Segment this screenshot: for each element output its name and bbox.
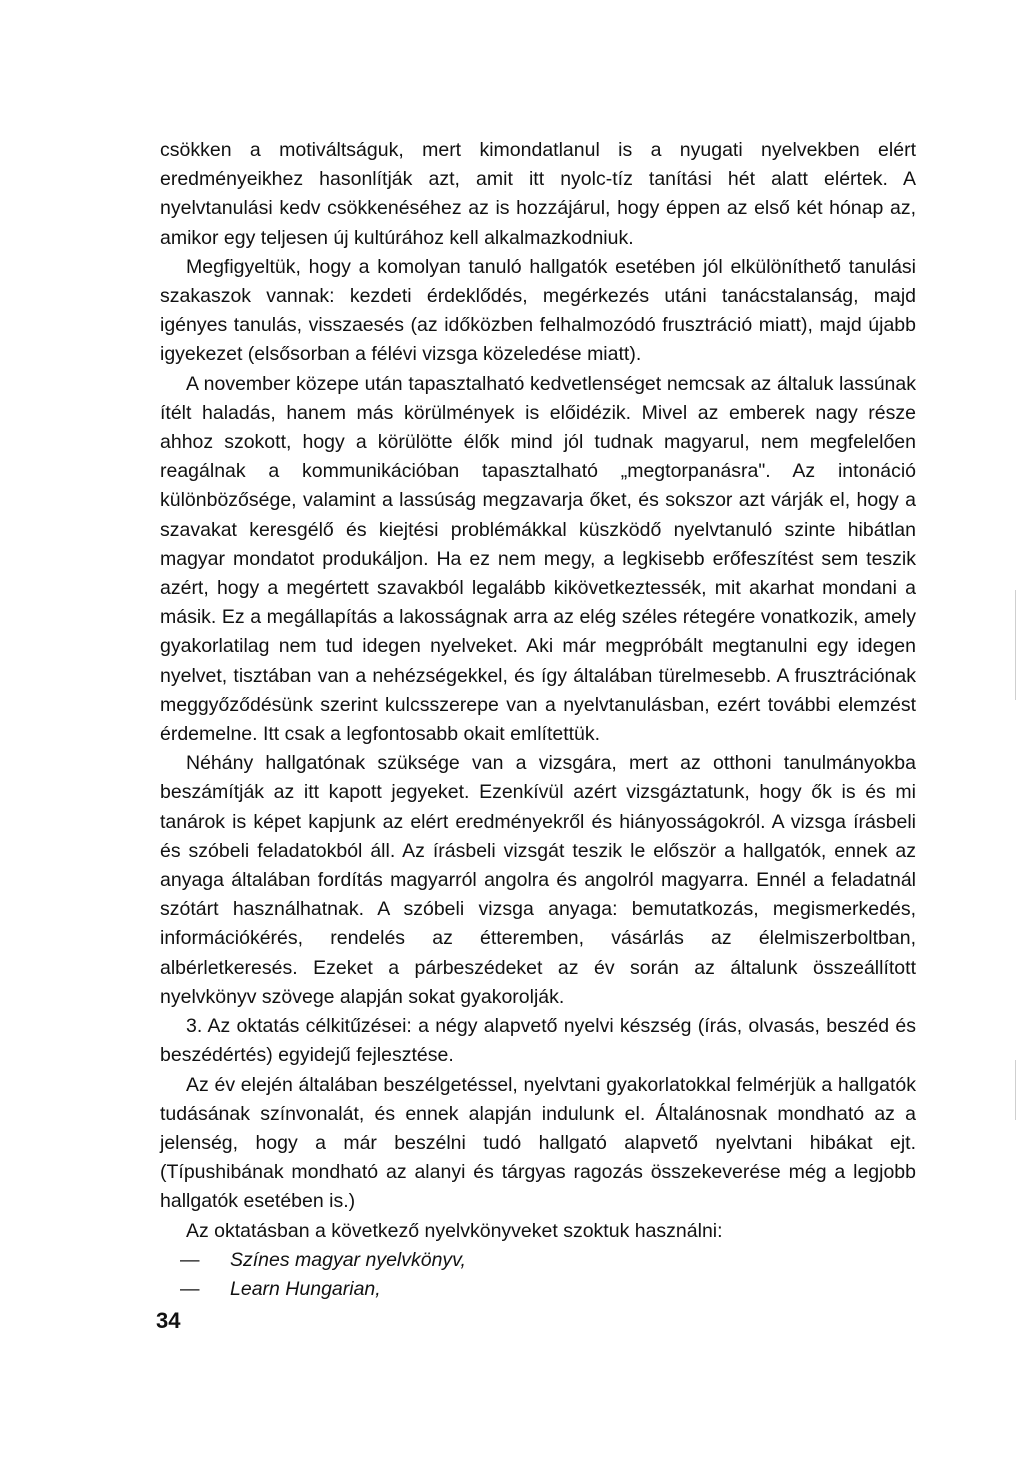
list-item [160,1246,916,1275]
list-item [160,1275,916,1304]
paragraph-1: csökken a motiváltságuk, mert kimondatlanul is a nyugati nyelvekben elért eredményeikhez hasonlítják azt, amit itt nyolc-tíz tanítási hét alatt elértek. A nyelvtanulási kedv csökkenéséhez az is hozzájárul, hogy éppen az első két hónap az, amikor egy teljesen új kultúrához kell alkalmazkodniuk. [160,139,916,249]
scan-edge-mark [1015,590,1016,700]
paragraph-2: Megfigyeltük, hogy a komolyan tanuló hallgatók esetében jól elkülöníthető tanulási szakaszok vannak: kezdeti érdeklődés, megérkezés utáni tanácstalanság, majd igényes tanulás, visszaesés (az időközben felhalmozódó frusztráció miatt), majd újabb igyekezet (elsősorban a félévi vizsga közeledése miatt). [160,255,916,366]
book-list [160,1246,916,1304]
paragraph-7: Az oktatásban a következő nyelvkönyveket szoktuk használni: [186,1219,723,1242]
page-number: 34 [156,1308,181,1333]
scan-edge-mark [1015,1060,1016,1120]
book-title: Learn Hungarian, [230,1277,381,1300]
paragraph-3: A november közepe után tapasztalható kedvetlenséget nemcsak az általuk lassúnak ítélt haladás, hanem más körülmények is előidézik. Mivel az emberek nagy része ahhoz szokott, hogy a körülötte élők mind jól tudnak magyarul, nem megfelelően reagálnak a kommunikációban tapasztalható „megtorpanásra". Az intonáció különbözősége, valamint a lassúság megzavarja őket, és sokszor azt várják el, hogy a szavakat keresgélő és kiejtési problémákkal küszködő nyelvtanuló szinte hibátlan magyar mondatot produkáljon. Ha ez nem megy, a legkisebb erőfeszítést sem teszik azért, hogy a megértett szavakból legalább kikövetkeztessék, mit akarhat mondani a másik. Ez a megállapítás a lakosságnak arra az elég széles rétegére vonatkozik, amely gyakorlatilag nem tud idegen nyelveket. Aki már megpróbált megtanulni egy idegen nyelvet, tisztában van a nehézségekkel, és így általában türelmesebb. A frusztrációnak meggyőződésünk szerint kulcsszerepe van a nyelvtanulásban, ezért további elemzést érdemelne. Itt csak a legfontosabb okait említettük. [160,372,916,746]
list-dash: — [180,1277,200,1300]
body-text [160,136,916,1304]
paragraph-5: 3. Az oktatás célkitűzései: a négy alapvető nyelvi készség (írás, olvasás, beszéd és beszédértés) egyidejű fejlesztése. [160,1015,916,1067]
list-dash: — [180,1248,200,1271]
paragraph-4: Néhány hallgatónak szüksége van a vizsgára, mert az otthoni tanulmányokba beszámítják az itt kapott jegyeket. Ezenkívül azért vizsgáztatunk, hogy ők is és mi tanárok is képet kapjunk az elért eredményekről és hiányosságokról. A vizsga írásbeli és szóbeli feladatokból áll. Az írásbeli vizsgát teszik le először a hallgatók, ennek az anyaga általában fordítás magyarról angolra és angolról magyarra. Ennél a feladatnál szótárt használhatnak. A szóbeli vizsga anyaga: bemutatkozás, megismerkedés, információkérés, rendelés az étteremben, vásárlás az élelmiszerboltban, albérletkeresés. Ezeket a párbeszédeket az év során az általunk összeállított nyelvkönyv szövege alapján sokat gyakorolják. [160,752,916,1008]
book-title: Színes magyar nyelvkönyv, [230,1248,466,1271]
paragraph-6: Az év elején általában beszélgetéssel, nyelvtani gyakorlatokkal felmérjük a hallgatók tudásának színvonalát, és ennek alapján indulunk el. Általánosnak mondható az a jelenség, hogy a már beszélni tudó hallgató alapvető nyelvtani hibákat ejt. (Típushibának mondható az alanyi és tárgyas ragozás összekeverése még a legjobb hallgatók esetében is.) [160,1073,916,1213]
